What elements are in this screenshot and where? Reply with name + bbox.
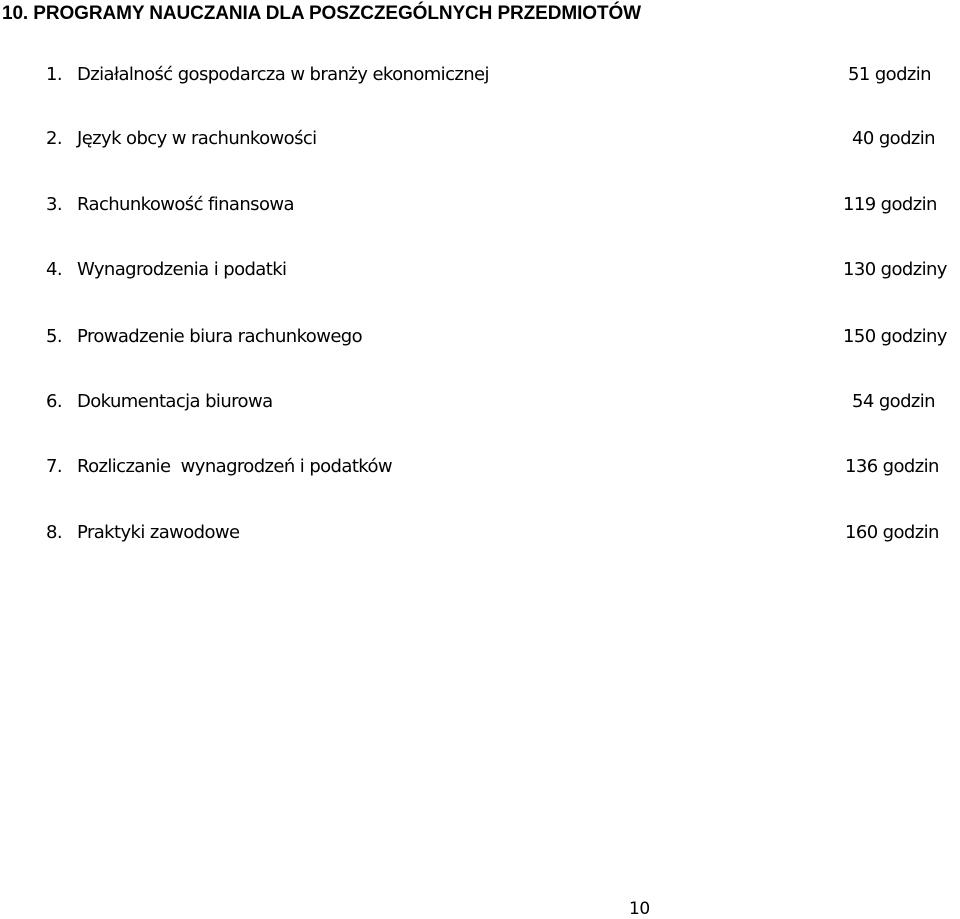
subject-name: Wynagrodzenia i podatki bbox=[77, 259, 287, 280]
subject-hours: 54 godzin bbox=[852, 391, 935, 412]
subject-row bbox=[0, 391, 960, 419]
subject-row bbox=[0, 194, 960, 222]
subject-row bbox=[0, 456, 960, 484]
subject-number: 5. bbox=[46, 326, 62, 347]
subject-name: Język obcy w rachunkowości bbox=[77, 128, 317, 149]
subject-number: 3. bbox=[46, 194, 62, 215]
subject-hours: 51 godzin bbox=[848, 64, 931, 85]
subject-name: Praktyki zawodowe bbox=[77, 522, 240, 543]
section-heading: 10. PROGRAMY NAUCZANIA DLA POSZCZEGÓLNYCH PRZEDMIOTÓW bbox=[2, 3, 641, 24]
subject-name: Rozliczanie wynagrodzeń i podatków bbox=[77, 456, 392, 477]
subject-row bbox=[0, 259, 960, 287]
subject-number: 7. bbox=[46, 456, 62, 477]
subject-number: 4. bbox=[46, 259, 62, 280]
subject-number: 1. bbox=[46, 64, 62, 85]
subject-hours: 150 godziny bbox=[843, 326, 947, 347]
subject-hours: 130 godziny bbox=[843, 259, 947, 280]
subject-hours: 136 godzin bbox=[845, 456, 939, 477]
subject-hours: 119 godzin bbox=[843, 194, 937, 215]
subject-row bbox=[0, 326, 960, 354]
subject-number: 2. bbox=[46, 128, 62, 149]
subject-number: 8. bbox=[46, 522, 62, 543]
subject-name: Dokumentacja biurowa bbox=[77, 391, 273, 412]
subject-row bbox=[0, 128, 960, 156]
subject-row bbox=[0, 522, 960, 550]
subject-hours: 160 godzin bbox=[845, 522, 939, 543]
subject-hours: 40 godzin bbox=[852, 128, 935, 149]
subject-number: 6. bbox=[46, 391, 62, 412]
subject-row bbox=[0, 64, 960, 92]
page-number: 10 bbox=[629, 899, 650, 919]
subject-name: Prowadzenie biura rachunkowego bbox=[77, 326, 363, 347]
subject-name: Działalność gospodarcza w branży ekonomicznej bbox=[77, 64, 489, 85]
subject-name: Rachunkowość finansowa bbox=[77, 194, 294, 215]
